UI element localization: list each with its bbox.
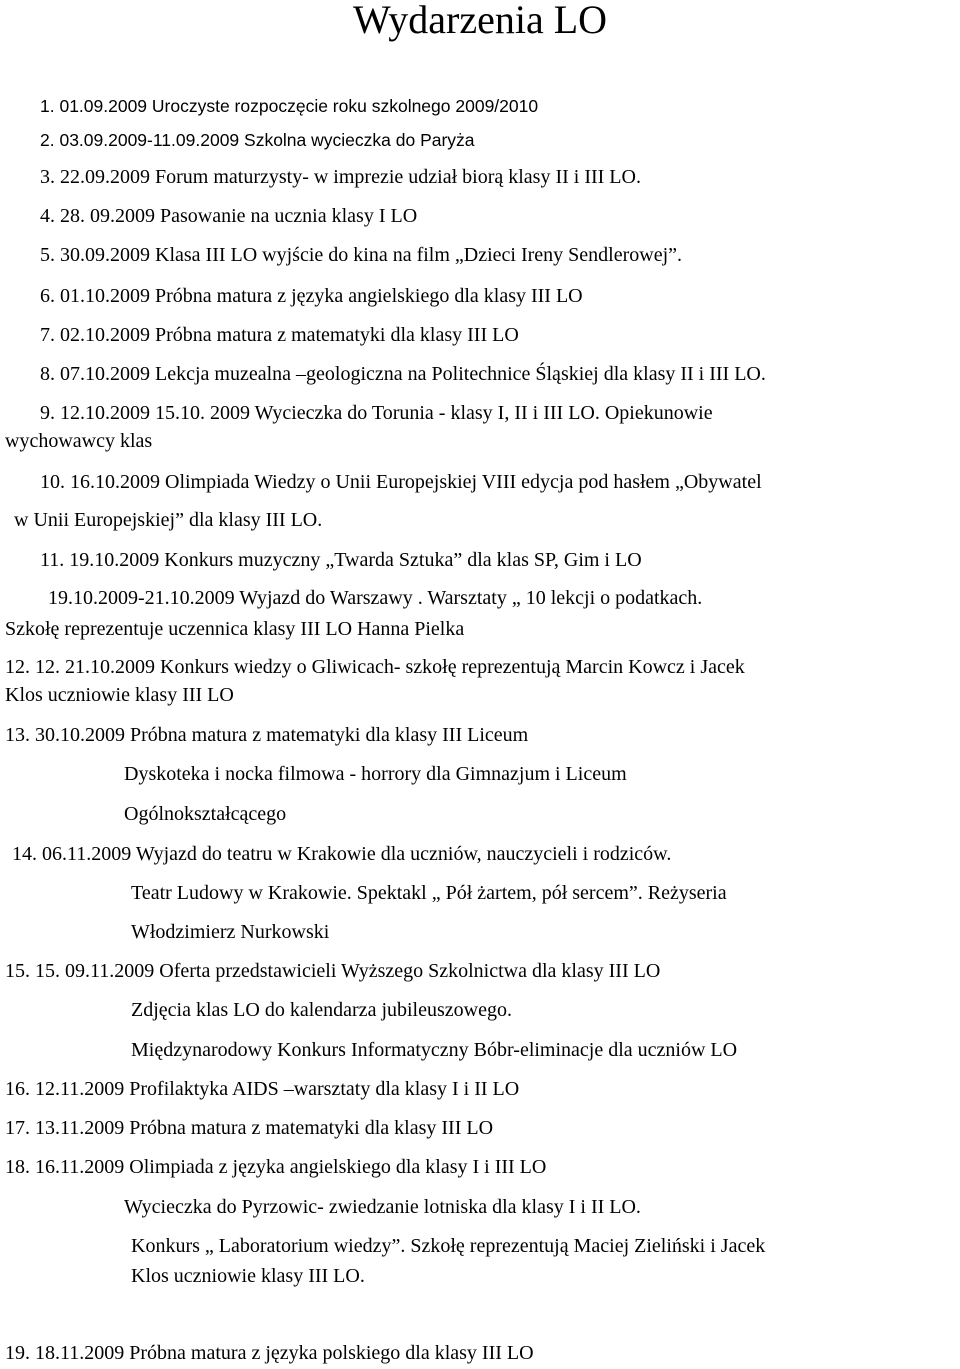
list-item: Szkołę reprezentuje uczennica klasy III LO Hanna Pielka <box>5 618 465 640</box>
list-item: 16. 12.11.2009 Profilaktyka AIDS –warsztaty dla klasy I i II LO <box>5 1078 520 1100</box>
list-item: Międzynarodowy Konkurs Informatyczny Bóbr-eliminacje dla uczniów LO <box>131 1039 738 1061</box>
list-item: Włodzimierz Nurkowski <box>131 921 330 943</box>
list-item: 15. 15. 09.11.2009 Oferta przedstawicieli Wyższego Szkolnictwa dla klasy III LO <box>5 960 661 982</box>
list-item: Wycieczka do Pyrzowic- zwiedzanie lotniska dla klasy I i II LO. <box>124 1196 641 1218</box>
list-item: 5. 30.09.2009 Klasa III LO wyjście do kina na film „Dzieci Ireny Sendlerowej”. <box>40 244 683 266</box>
list-item: 10. 16.10.2009 Olimpiada Wiedzy o Unii Europejskiej VIII edycja pod hasłem „Obywatel <box>40 471 762 493</box>
list-item: 2. 03.09.2009-11.09.2009 Szkolna wycieczka do Paryża <box>40 130 475 150</box>
list-item: Ogólnokształcącego <box>124 803 287 825</box>
list-item: 1. 01.09.2009 Uroczyste rozpoczęcie roku szkolnego 2009/2010 <box>40 96 539 116</box>
list-item: 4. 28. 09.2009 Pasowanie na ucznia klasy I LO <box>40 205 418 227</box>
list-item: 18. 16.11.2009 Olimpiada z języka angielskiego dla klasy I i III LO <box>5 1156 547 1178</box>
list-item: 17. 13.11.2009 Próbna matura z matematyki dla klasy III LO <box>5 1117 494 1139</box>
list-item: Klos uczniowie klasy III LO. <box>131 1265 365 1287</box>
list-item: w Unii Europejskiej” dla klasy III LO. <box>14 509 323 531</box>
list-item: 7. 02.10.2009 Próbna matura z matematyki dla klasy III LO <box>40 324 519 346</box>
list-item: 14. 06.11.2009 Wyjazd do teatru w Krakowie dla uczniów, nauczycieli i rodziców. <box>12 843 672 865</box>
list-item: 8. 07.10.2009 Lekcja muzealna –geologiczna na Politechnice Śląskiej dla klasy II i III LO. <box>40 363 766 385</box>
list-item: 6. 01.10.2009 Próbna matura z języka angielskiego dla klasy III LO <box>40 285 583 307</box>
list-item: 13. 30.10.2009 Próbna matura z matematyki dla klasy III Liceum <box>5 724 529 746</box>
list-item: Dyskoteka i nocka filmowa - horrory dla Gimnazjum i Liceum <box>124 763 627 785</box>
page-title: Wydarzenia LO <box>352 0 608 42</box>
list-item: wychowawcy klas <box>5 430 153 452</box>
list-item: 9. 12.10.2009 15.10. 2009 Wycieczka do Torunia - klasy I, II i III LO. Opiekunowie <box>40 402 713 424</box>
list-item: Klos uczniowie klasy III LO <box>5 684 234 706</box>
list-item: 19.10.2009-21.10.2009 Wyjazd do Warszawy . Warsztaty „ 10 lekcji o podatkach. <box>48 587 703 609</box>
list-item: 19. 18.11.2009 Próbna matura z języka polskiego dla klasy III LO <box>5 1342 534 1364</box>
list-item: 11. 19.10.2009 Konkurs muzyczny „Twarda Sztuka” dla klas SP, Gim i LO <box>40 549 642 571</box>
list-item: 3. 22.09.2009 Forum maturzysty- w imprezie udział biorą klasy II i III LO. <box>40 166 641 188</box>
list-item: 12. 12. 21.10.2009 Konkurs wiedzy o Gliwicach- szkołę reprezentują Marcin Kowcz i Jacek <box>5 656 745 678</box>
list-item: Zdjęcia klas LO do kalendarza jubileuszowego. <box>131 999 512 1021</box>
list-item: Konkurs „ Laboratorium wiedzy”. Szkołę reprezentują Maciej Zieliński i Jacek <box>131 1235 766 1257</box>
list-item: Teatr Ludowy w Krakowie. Spektakl „ Pół żartem, pół sercem”. Reżyseria <box>131 882 727 904</box>
